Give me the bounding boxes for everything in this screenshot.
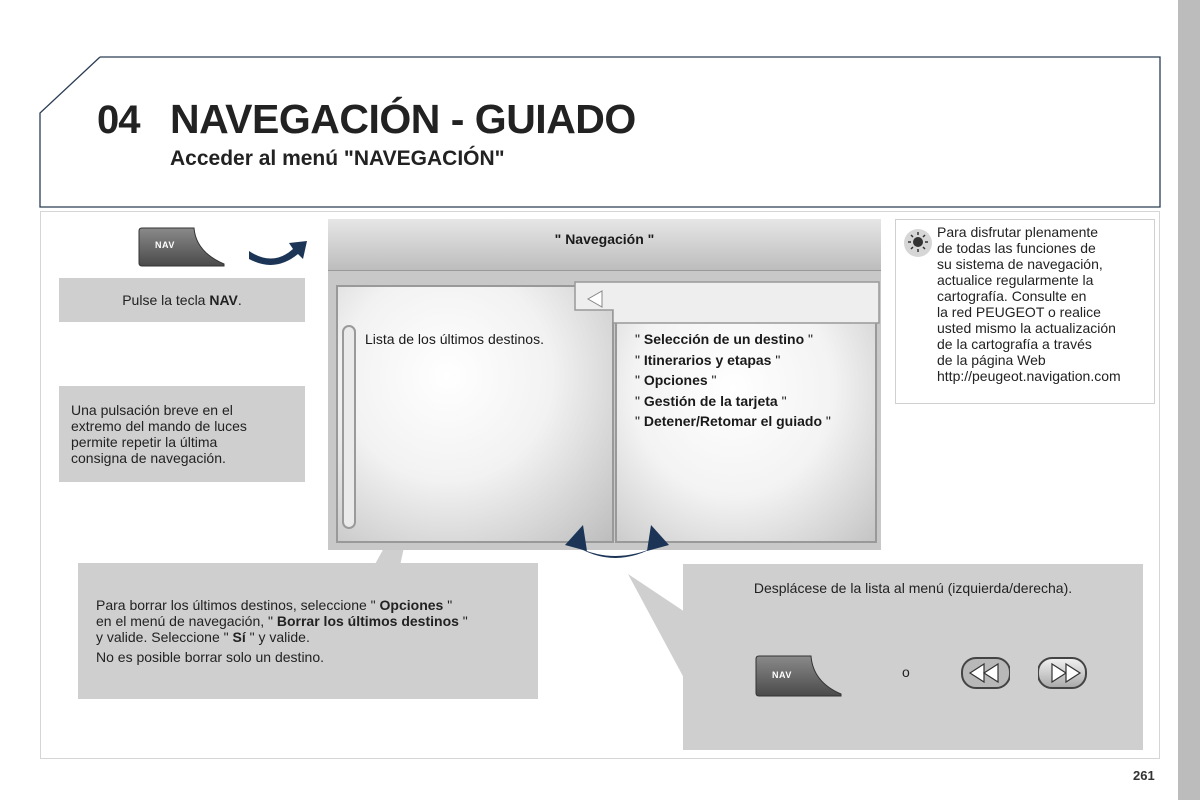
erase-text: " y valide. <box>245 629 310 645</box>
menu-item-label: Gestión de la tarjeta <box>643 392 778 409</box>
nav-button-label: NAV <box>772 670 792 680</box>
menu-item-select-destination[interactable] <box>635 329 831 350</box>
callout-pointer <box>625 572 690 682</box>
menu-item-prefix: " <box>635 331 644 347</box>
pulse-note-prefix: Pulse la tecla <box>122 292 210 308</box>
tip-line: usted mismo la actualización <box>937 320 1116 336</box>
menu-item-label: Opciones <box>643 372 708 388</box>
navigation-menu <box>635 329 831 432</box>
erase-text: " <box>443 597 453 613</box>
tip-line: de todas las funciones de <box>937 240 1096 256</box>
brief-note-line: extremo del mando de luces <box>71 418 247 434</box>
menu-item-suffix: " <box>771 351 781 368</box>
last-destinations-label: Lista de los últimos destinos. <box>365 331 544 347</box>
erase-option: Sí <box>232 629 246 645</box>
swap-arrows-icon <box>563 521 673 565</box>
erase-text: " <box>458 613 468 629</box>
menu-item-itineraries[interactable] <box>635 350 831 371</box>
menu-item-stop-resume-guidance[interactable] <box>635 411 831 432</box>
menu-item-suffix: " <box>707 372 717 388</box>
menu-item-suffix: " <box>777 392 787 409</box>
menu-item-prefix: " <box>635 372 644 388</box>
erase-option: Opciones <box>379 597 444 613</box>
menu-item-options[interactable] <box>635 370 831 391</box>
list-scrollbar[interactable] <box>342 325 356 529</box>
rewind-icon[interactable] <box>967 662 1003 684</box>
tip-line: actualice regularmente la <box>937 272 1094 288</box>
lightbulb-icon <box>903 228 933 258</box>
screen-title: " Navegación " <box>554 231 655 247</box>
menu-item-label: Itinerarios y etapas <box>643 351 772 368</box>
menu-item-card-management[interactable] <box>635 391 831 412</box>
nav-button-label: NAV <box>155 240 175 250</box>
scroll-note-text: Desplácese de la lista al menú (izquierda/derecha). <box>753 580 1073 596</box>
tip-line: la red PEUGEOT o realice <box>937 304 1101 320</box>
erase-destinations-note <box>78 563 538 699</box>
erase-option: Borrar los últimos destinos <box>276 613 459 629</box>
fast-forward-icon[interactable] <box>1047 662 1083 684</box>
screen-header <box>328 219 881 271</box>
erase-note-line <box>96 597 520 613</box>
page-title: NAVEGACIÓN - GUIADO <box>170 96 636 142</box>
nav-button-icon <box>755 654 843 698</box>
tip-line: cartografía. Consulte en <box>937 288 1087 304</box>
menu-item-suffix: " <box>822 413 831 429</box>
menu-item-label: Detener/Retomar el guiado <box>643 413 823 429</box>
menu-item-suffix: " <box>804 331 813 347</box>
pulse-nav-note <box>59 278 305 322</box>
brief-note-line: consigna de navegación. <box>71 450 226 466</box>
tip-line: su sistema de navegación, <box>937 256 1103 272</box>
erase-text: y valide. Seleccione " <box>96 629 233 645</box>
tip-line: de la cartografía a través <box>937 336 1092 352</box>
tip-url[interactable]: http://peugeot.navigation.com <box>937 368 1121 384</box>
menu-item-label: Selección de un destino <box>643 331 805 347</box>
pulse-note-key: NAV <box>209 292 238 308</box>
page-edge-strip <box>1178 0 1200 800</box>
menu-item-prefix: " <box>635 413 644 429</box>
nav-button-icon <box>138 226 226 268</box>
menu-item-prefix: " <box>635 351 644 368</box>
chapter-number: 04 <box>97 98 140 142</box>
curved-arrow-icon <box>245 235 310 275</box>
menu-item-prefix: " <box>635 392 644 409</box>
brief-press-note <box>59 386 305 482</box>
erase-text: Para borrar los últimos destinos, seleccione " <box>96 597 380 613</box>
tip-line: Para disfrutar plenamente <box>937 224 1099 240</box>
erase-note-line <box>96 629 520 645</box>
page-number: 261 <box>1133 768 1155 783</box>
back-arrow-icon[interactable] <box>585 289 605 309</box>
pulse-note-suffix: . <box>237 292 242 308</box>
tip-text <box>937 224 1152 384</box>
brief-note-line: Una pulsación breve en el <box>71 402 233 418</box>
erase-note-line: No es posible borrar solo un destino. <box>96 649 325 665</box>
page-subtitle: Acceder al menú "NAVEGACIÓN" <box>170 147 505 170</box>
brief-note-line: permite repetir la última <box>71 434 218 450</box>
or-label: o <box>902 664 910 680</box>
erase-text: en el menú de navegación, " <box>96 613 277 629</box>
tip-line: de la página Web <box>937 352 1046 368</box>
menu-panel-tab <box>573 280 881 324</box>
erase-note-line <box>96 613 520 629</box>
